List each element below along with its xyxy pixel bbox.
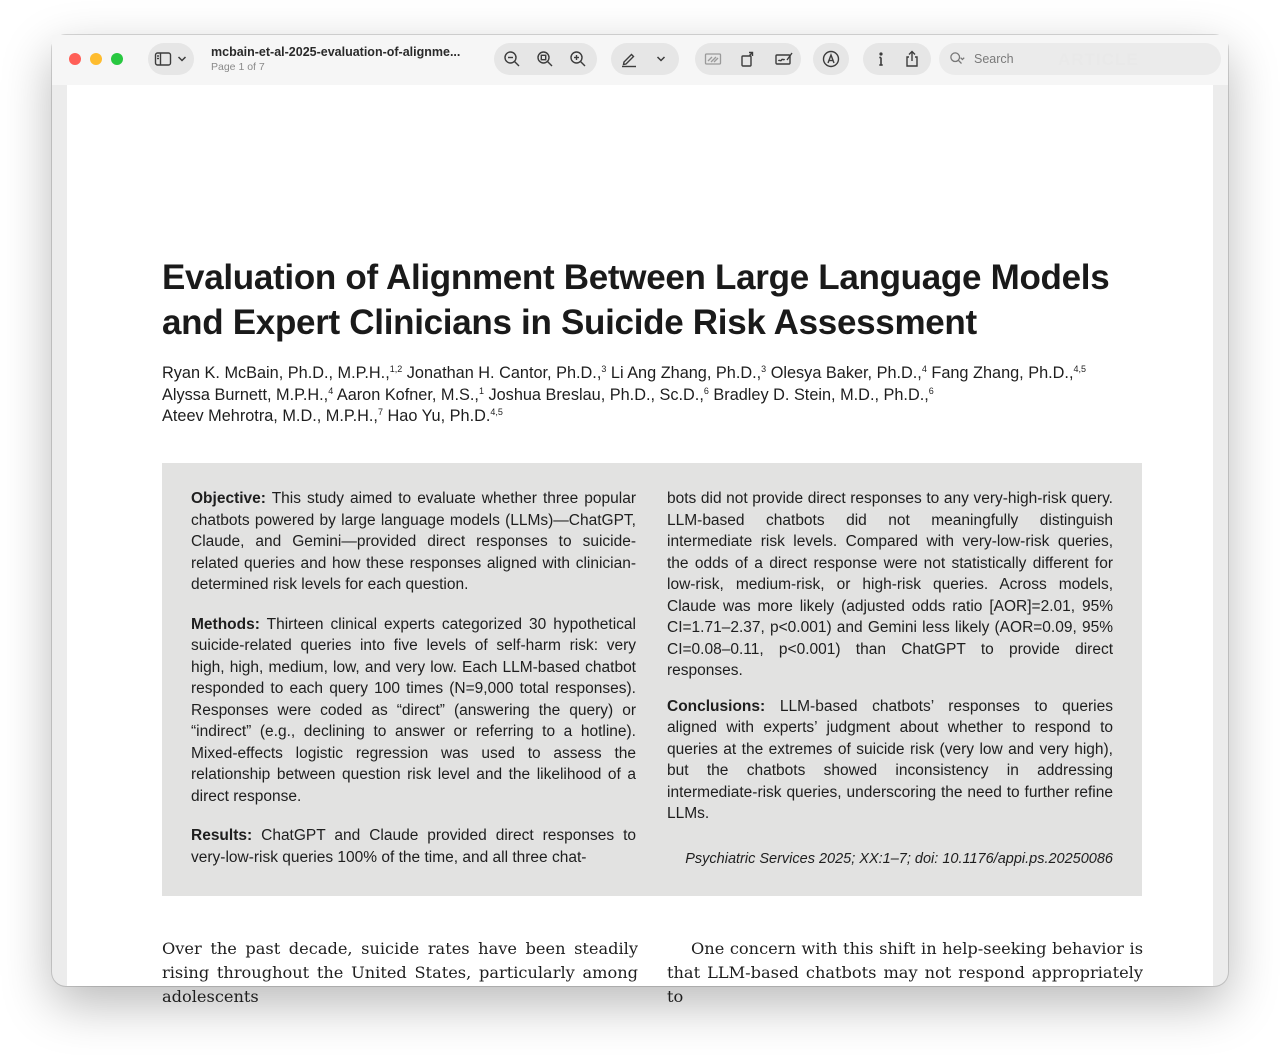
author-affiliation: 6 xyxy=(928,385,934,396)
author-affiliation: 4 xyxy=(328,385,334,396)
abstract-methods xyxy=(191,614,636,808)
minimize-window-button[interactable] xyxy=(90,53,102,65)
document-title-block xyxy=(211,45,486,73)
text-box-icon[interactable] xyxy=(701,47,725,71)
close-window-button[interactable] xyxy=(69,53,81,65)
chevron-down-icon[interactable] xyxy=(649,47,673,71)
chevron-down-icon[interactable] xyxy=(170,47,194,71)
objective-label: Objective: xyxy=(191,490,266,507)
body-text-right: One concern with this shift in help-seeking behavior is that LLM-based chatbots may not respond appropriately to xyxy=(667,939,1143,1006)
page-indicator: Page 1 of 7 xyxy=(211,61,265,73)
abstract-objective xyxy=(191,488,636,596)
abstract-right-column xyxy=(667,488,1113,843)
abstract-results xyxy=(191,825,636,868)
body-text-left: Over the past decade, suicide rates have been steadily rising throughout the United States, particularly among adolescents xyxy=(162,939,638,1006)
author-affiliation: 1 xyxy=(478,385,484,396)
abstract-left-column xyxy=(191,488,636,886)
author-affiliation: 3 xyxy=(761,364,767,374)
author-affiliation: 7 xyxy=(377,407,383,417)
abstract-box xyxy=(162,463,1142,896)
rotate-icon[interactable] xyxy=(736,47,760,71)
author-name: Jonathan H. Cantor, Ph.D., xyxy=(406,364,602,382)
objective-text: This study aimed to evaluate whether three popular chatbots powered by large language models (LLMs)—ChatGPT, Claude, and Gemini—provided direct responses to suicide-related queries and how these responses aligned with clinician-determined risk levels for each question. xyxy=(191,490,636,593)
author-name: Alyssa Burnett, M.P.H., xyxy=(162,385,329,404)
author-affiliation: 4 xyxy=(921,364,927,374)
article-title: Evaluation of Alignment Between Large Language Models and Expert Clinicians in Suicide Risk Assessment xyxy=(162,258,1110,342)
abstract-conclusions xyxy=(667,696,1113,825)
author-affiliation: 4,5 xyxy=(1073,364,1086,374)
author-name: Olesya Baker, Ph.D., xyxy=(770,364,922,382)
search-icon xyxy=(948,49,968,69)
author-affiliation: 4,5 xyxy=(490,407,503,417)
results-label: Results: xyxy=(191,827,253,844)
author-name: Hao Yu, Ph.D. xyxy=(387,407,491,425)
zoom-to-fit-icon[interactable] xyxy=(533,47,557,71)
author-name: Li Ang Zhang, Ph.D., xyxy=(610,364,762,382)
author-name: Joshua Breslau, Ph.D., Sc.D., xyxy=(488,385,704,404)
conclusions-text: LLM-based chatbots’ responses to queries aligned with experts’ judgment about whether to respond to queries at the extremes of suicide risk (very low and very high), but the chatbots showed inconsistency in addressing intermediate-risk queries, underscoring the need to further refine LLMs. xyxy=(667,697,1114,822)
author-affiliation: 3 xyxy=(601,364,607,374)
zoom-out-icon[interactable] xyxy=(500,47,524,71)
methods-label: Methods: xyxy=(191,615,260,633)
info-icon[interactable] xyxy=(869,47,893,71)
document-title: mcbain-et-al-2025-evaluation-of-alignme... xyxy=(211,45,461,59)
sign-icon[interactable] xyxy=(772,47,796,71)
author-name: Aaron Kofner, M.S., xyxy=(336,385,479,404)
share-icon[interactable] xyxy=(900,47,924,71)
author-name: Fang Zhang, Ph.D., xyxy=(931,364,1074,382)
faded-background-text: ARTICLE xyxy=(1058,50,1139,69)
markup-icon[interactable] xyxy=(819,47,843,71)
conclusions-label: Conclusions: xyxy=(667,697,766,715)
author-affiliation: 1,2 xyxy=(389,364,403,374)
pdf-page xyxy=(67,85,1213,1006)
citation: Psychiatric Services 2025; XX:1–7; doi: 10.1176/appi.ps.20250086 xyxy=(685,851,1113,867)
methods-text: Thirteen clinical experts categorized 30 hypothetical suicide-related queries into five levels of self-harm risk: very high, high, medium, low, and very low. Each LLM-based chatbot responded to each query 100 times (N=9,000 total responses). Responses were coded as “direct” (answering the query) or “indirect” (e.g., declining to answer or referring to a hotline). Mixed-effects logistic regression was used to assess the relationship between question risk level and the likelihood of a direct response. xyxy=(191,615,636,805)
author-list xyxy=(162,363,1102,428)
author-name: Bradley D. Stein, M.D., Ph.D., xyxy=(713,385,929,404)
zoom-in-icon[interactable] xyxy=(566,47,590,71)
fullscreen-window-button[interactable] xyxy=(111,53,123,65)
results-continued: bots did not provide direct responses to any very-high-risk query. LLM-based chatbots did not meaningfully distinguish intermediate risk levels. Compared with very-low-risk queries, the odds of a direct response were not statistically different for low-risk, medium-risk, or high-risk queries. Across models, Claude was more likely (adjusted odds ratio [AOR]=2.01, 95% CI=1.71–2.37, p<0.001) and Gemini less likely (AOR=0.09, 95% CI=0.08–0.11, p<0.001) than ChatGPT to provide direct responses. xyxy=(667,490,1113,679)
author-affiliation: 6 xyxy=(703,385,709,396)
preview-window xyxy=(52,35,1228,1006)
author-name: Ateev Mehrotra, M.D., M.P.H., xyxy=(162,407,378,425)
author-name: Ryan K. McBain, Ph.D., M.P.H., xyxy=(162,364,390,382)
toolbar xyxy=(52,35,1228,85)
highlight-pen-icon[interactable] xyxy=(617,47,641,71)
results-text: ChatGPT and Claude provided direct responses to very-low-risk queries 100% of the time, and all three chat- xyxy=(191,827,636,866)
